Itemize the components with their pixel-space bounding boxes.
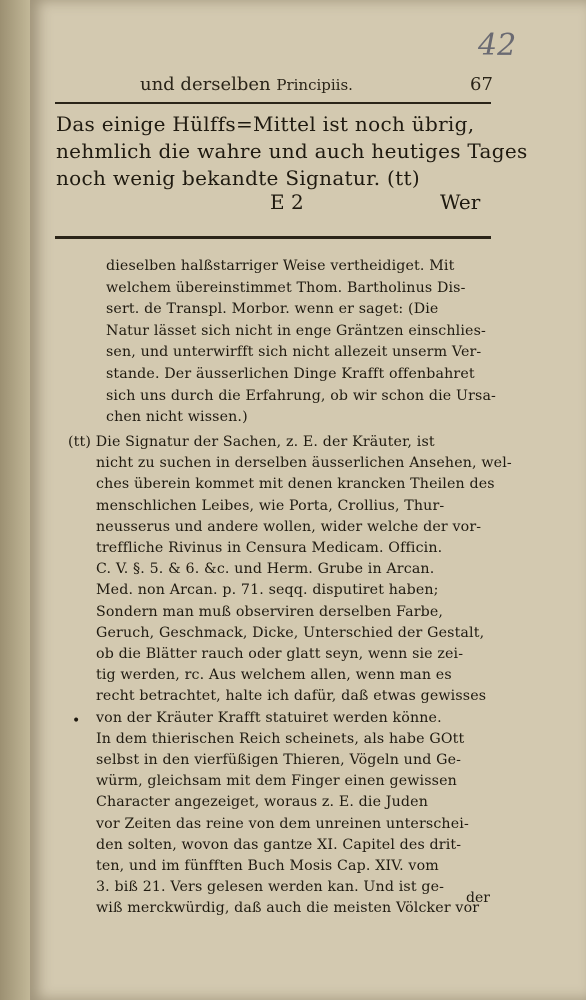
footnote-line: vor Zeiten das reine von dem unreinen unterschei- bbox=[96, 815, 469, 832]
running-head bbox=[140, 74, 353, 95]
bullet-mark: • bbox=[72, 713, 81, 729]
footnote-line: Character angezeiget, woraus z. E. die Juden bbox=[96, 794, 428, 811]
footnote-line: (tt) Die Signatur der Sachen, z. E. der Kräuter, ist bbox=[68, 434, 435, 450]
footnote-line: nicht zu suchen in derselben äusserlichen Ansehen, wel- bbox=[96, 455, 512, 472]
footnote-line: ches überein kommet mit denen krancken Theilen des bbox=[96, 476, 495, 493]
main-text-line: Das einige Hülffs=Mittel ist noch übrig, bbox=[56, 112, 475, 136]
catchword-top: Wer bbox=[440, 190, 481, 214]
footnote-line: Geruch, Geschmack, Dicke, Unterschied der Gestalt, bbox=[96, 624, 485, 641]
footnote-line: recht betrachtet, halte ich dafür, daß etwas gewisses bbox=[96, 688, 487, 705]
footnote-line: welchem übereinstimmet Thom. Bartholinus Dis- bbox=[106, 279, 466, 296]
footnote-line: sert. de Transpl. Morbor. wenn er saget: (Die bbox=[106, 301, 439, 318]
footnote-line: 3. biß 21. Vers gelesen werden kan. Und ist ge- bbox=[96, 879, 445, 896]
footnote-line: Sondern man muß observiren derselben Farbe, bbox=[96, 603, 444, 620]
footnote-line: Natur lässet sich nicht in enge Gräntzen einschlies- bbox=[106, 322, 486, 339]
main-text-line: nehmlich die wahre und auch heutiges Tages bbox=[56, 139, 528, 163]
footnote-line: Med. non Arcan. p. 71. seqq. disputiret haben; bbox=[96, 582, 439, 599]
page-number: 67 bbox=[470, 74, 493, 95]
footnote-line: treffliche Rivinus in Censura Medicam. Officin. bbox=[96, 540, 443, 556]
footnote-line: dieselben halßstarriger Weise vertheidiget. Mit bbox=[106, 258, 455, 274]
header-rule bbox=[55, 102, 491, 104]
footnote-line: stande. Der äusserlichen Dinge Krafft offenbahret bbox=[106, 366, 475, 382]
footnote-line: C. V. §. 5. & 6. &c. und Herm. Grube in Arcan. bbox=[96, 561, 435, 578]
pencil-page-mark: 42 bbox=[478, 28, 517, 63]
footnote-line: ob die Blätter rauch oder glatt seyn, wenn sie zei- bbox=[96, 646, 464, 662]
facing-page-edge bbox=[0, 0, 30, 1000]
catchword-bottom: der bbox=[466, 890, 490, 906]
footnote-line: sich uns durch die Erfahrung, ob wir schon die Ursa- bbox=[106, 387, 496, 404]
footnote-line: In dem thierischen Reich scheinets, als habe GOtt bbox=[96, 730, 465, 747]
footnote-line: ten, und im fünfften Buch Mosis Cap. XIV. vom bbox=[96, 858, 439, 874]
footnote-line: sen, und unterwirfft sich nicht allezeit unserm Ver- bbox=[106, 344, 482, 361]
running-head-sub: Principiis. bbox=[276, 76, 353, 94]
footnote-line: wiß merckwürdig, daß auch die meisten Völcker vor bbox=[96, 900, 480, 917]
footnote-line: neusserus und andere wollen, wider welche der vor- bbox=[96, 518, 482, 535]
footnote-line: würm, gleichsam mit dem Finger einen gewissen bbox=[96, 773, 457, 790]
footnote-line: menschlichen Leibes, wie Porta, Crollius, Thur- bbox=[96, 497, 445, 514]
main-text-line: noch wenig bekandte Signatur. (tt) bbox=[56, 166, 420, 190]
footnote-line: selbst in den vierfüßigen Thieren, Vögeln und Ge- bbox=[96, 752, 462, 768]
signature-mark: E 2 bbox=[270, 190, 304, 214]
footnote-line: tig werden, rc. Aus welchem allen, wenn man es bbox=[96, 667, 452, 684]
running-head-title: und derselben bbox=[140, 74, 271, 95]
footnote-rule bbox=[55, 236, 491, 239]
footnote-line: chen nicht wissen.) bbox=[106, 409, 248, 426]
footnote-line: von der Kräuter Krafft statuiret werden könne. bbox=[96, 709, 442, 726]
footnote-line: den solten, wovon das gantze XI. Capitel des drit- bbox=[96, 836, 462, 853]
